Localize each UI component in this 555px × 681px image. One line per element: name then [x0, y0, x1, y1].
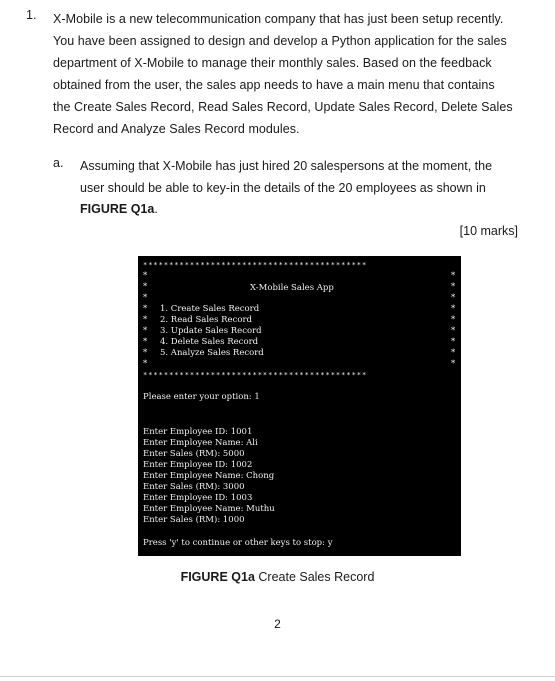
console-prompt: Please enter your option: 1	[143, 392, 260, 402]
console-border-left: *	[143, 315, 148, 325]
console-border-left: *	[143, 304, 148, 314]
console-app-title: X-Mobile Sales App	[250, 283, 334, 293]
console-border-left: *	[143, 337, 148, 347]
console-entry: Enter Sales (RM): 1000	[143, 515, 245, 525]
console-entry: Enter Employee Name: Chong	[143, 471, 275, 481]
console-entry: Enter Employee ID: 1002	[143, 460, 253, 470]
console-menu-item: 2. Read Sales Record	[160, 315, 252, 325]
figure-caption	[0, 570, 555, 584]
console-stars-bottom: *******************************************	[143, 371, 368, 379]
figure-reference: FIGURE Q1a	[80, 202, 155, 216]
figure-caption-label: FIGURE Q1a	[180, 570, 255, 584]
subquestion-line-last	[80, 199, 525, 221]
page-bottom-divider	[0, 676, 555, 677]
console-continue-prompt: Press 'y' to continue or other keys to stop: y	[143, 538, 333, 548]
question-line: the Create Sales Record, Read Sales Record, Update Sales Record, Delete Sales	[53, 100, 513, 114]
console-border-left: *	[143, 348, 148, 358]
console-border-right: *	[451, 337, 456, 347]
question-line: X-Mobile is a new telecommunication company that has just been setup recently.	[53, 12, 504, 26]
question-line: Record and Analyze Sales Record modules.	[53, 122, 300, 136]
console-border-left: *	[143, 271, 148, 281]
console-entry: Enter Employee ID: 1001	[143, 427, 253, 437]
console-entry: Enter Employee ID: 1003	[143, 493, 253, 503]
question-line: You have been assigned to design and develop a Python application for the sales	[53, 34, 507, 48]
console-entry: Enter Sales (RM): 5000	[143, 449, 245, 459]
console-border-left: *	[143, 359, 148, 369]
question-number: 1.	[26, 8, 37, 22]
console-border-left: *	[143, 293, 148, 303]
subquestion-text	[80, 156, 525, 221]
page-number: 2	[274, 617, 281, 631]
console-entry: Enter Sales (RM): 3000	[143, 482, 245, 492]
console-border-right: *	[451, 359, 456, 369]
console-border-right: *	[451, 293, 456, 303]
console-border-right: *	[451, 326, 456, 336]
sentence-period: .	[154, 202, 158, 216]
console-stars-top: *******************************************	[143, 261, 368, 269]
console-menu-item: 5. Analyze Sales Record	[160, 348, 264, 358]
console-border-right: *	[451, 282, 456, 292]
console-border-right: *	[451, 315, 456, 325]
marks-label: [10 marks]	[459, 224, 518, 238]
subquestion-label: a.	[53, 156, 64, 170]
console-border-right: *	[451, 271, 456, 281]
console-border-right: *	[451, 304, 456, 314]
console-border-right: *	[451, 348, 456, 358]
console-entry: Enter Employee Name: Ali	[143, 438, 258, 448]
figure-caption-text: Create Sales Record	[254, 570, 375, 584]
console-menu-item: 3. Update Sales Record	[160, 326, 262, 336]
console-entry: Enter Employee Name: Muthu	[143, 504, 275, 514]
question-line: obtained from the user, the sales app needs to have a main menu that contains	[53, 78, 495, 92]
console-menu-item: 4. Delete Sales Record	[160, 337, 259, 347]
console-border-left: *	[143, 326, 148, 336]
console-screenshot	[138, 256, 461, 556]
subquestion-line: Assuming that X-Mobile has just hired 20 salespersons at the moment, the	[80, 159, 493, 173]
console-menu-item: 1. Create Sales Record	[160, 304, 260, 314]
question-line: department of X-Mobile to manage their monthly sales. Based on the feedback	[53, 56, 492, 70]
console-border-left: *	[143, 282, 148, 292]
question-text	[53, 8, 523, 140]
subquestion-line: user should be able to key-in the details of the 20 employees as shown in	[80, 180, 486, 195]
